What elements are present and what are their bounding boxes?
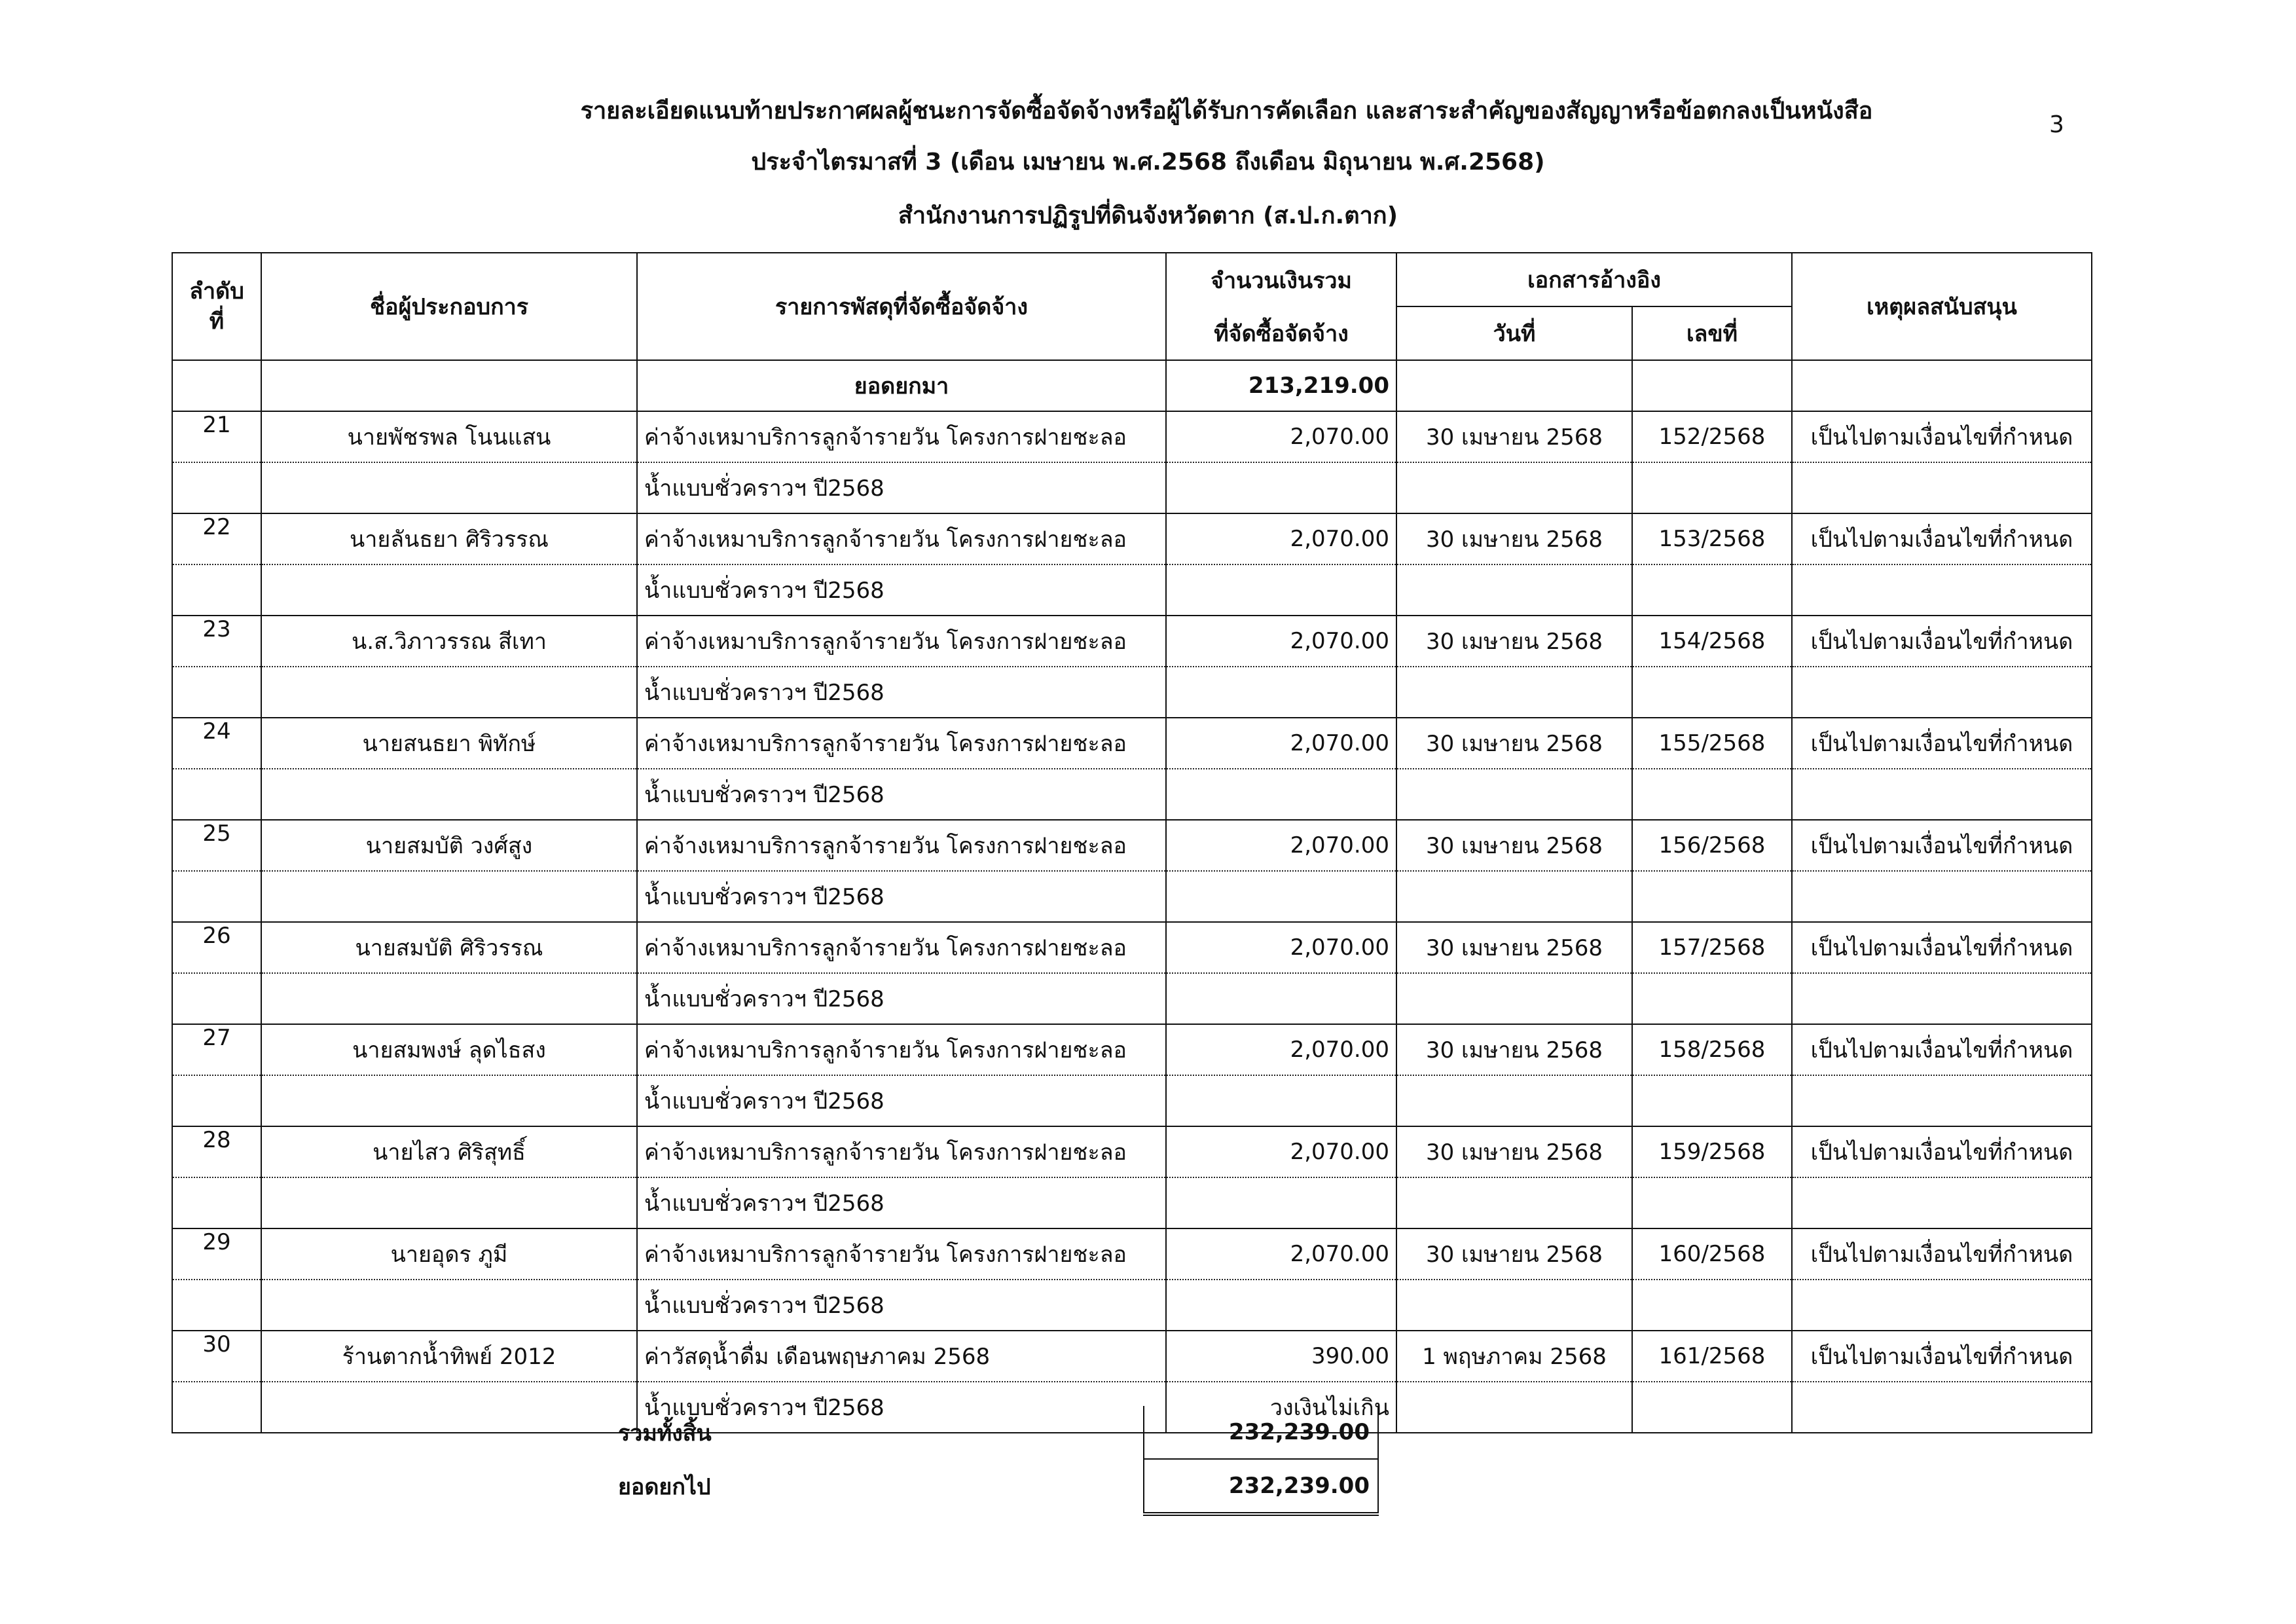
ref-number: 152/2568 <box>1632 411 1792 462</box>
item-description: ค่าวัสดุน้ำดื่ม เดือนพฤษภาคม 2568 <box>637 1331 1166 1382</box>
table-row <box>172 820 2092 871</box>
table-row-continuation <box>172 564 2092 616</box>
table-row <box>172 1331 2092 1382</box>
reason: เป็นไปตามเงื่อนไขที่กำหนด <box>1792 1331 2092 1382</box>
ref-date: 1 พฤษภาคม 2568 <box>1396 1331 1632 1382</box>
empty-cell <box>172 564 261 616</box>
item-description-line2: น้ำแบบชั่วคราวฯ ปี2568 <box>637 1382 1166 1433</box>
empty-cell <box>1632 667 1792 718</box>
empty-cell <box>1632 769 1792 820</box>
table-row-continuation <box>172 462 2092 513</box>
empty-cell <box>261 1382 637 1433</box>
row-number: 21 <box>172 411 261 462</box>
amount-note <box>1166 1177 1396 1228</box>
empty-cell <box>172 462 261 513</box>
carry-forward-amount: 213,219.00 <box>1166 360 1396 411</box>
ref-date: 30 เมษายน 2568 <box>1396 922 1632 973</box>
reason: เป็นไปตามเงื่อนไขที่กำหนด <box>1792 922 2092 973</box>
vendor-name: นายสมพงษ์ ลุดไธสง <box>261 1024 637 1075</box>
amount-note <box>1166 667 1396 718</box>
amount-note <box>1166 564 1396 616</box>
ref-number: 156/2568 <box>1632 820 1792 871</box>
carry-forward-label: ยอดยกมา <box>637 360 1166 411</box>
item-description: ค่าจ้างเหมาบริการลูกจ้ารายวัน โครงการฝายชะลอ <box>637 411 1166 462</box>
table-row <box>172 616 2092 667</box>
empty-cell <box>261 462 637 513</box>
empty-cell <box>1792 462 2092 513</box>
ref-date: 30 เมษายน 2568 <box>1396 1228 1632 1280</box>
empty-cell <box>1396 667 1632 718</box>
vendor-name: นายสนธยา พิทักษ์ <box>261 718 637 769</box>
empty-cell <box>261 1280 637 1331</box>
empty-cell <box>1632 1177 1792 1228</box>
amount-note <box>1166 462 1396 513</box>
table-row-continuation <box>172 1075 2092 1126</box>
row-number: 26 <box>172 922 261 973</box>
item-description: ค่าจ้างเหมาบริการลูกจ้ารายวัน โครงการฝายชะลอ <box>637 1126 1166 1177</box>
empty-cell <box>261 1075 637 1126</box>
empty-cell <box>1792 667 2092 718</box>
ref-date: 30 เมษายน 2568 <box>1396 718 1632 769</box>
empty-cell <box>261 769 637 820</box>
reason: เป็นไปตามเงื่อนไขที่กำหนด <box>1792 411 2092 462</box>
empty-cell <box>1396 564 1632 616</box>
grand-total-label: รวมทั้งสิ้น <box>618 1420 712 1447</box>
col-header-ref-date: วันที่ <box>1396 306 1632 360</box>
carry-forward-row <box>172 360 2092 411</box>
amount: 2,070.00 <box>1166 1228 1396 1280</box>
carry-over-amount: 232,239.00 <box>1144 1459 1378 1514</box>
amount: 2,070.00 <box>1166 820 1396 871</box>
item-description: ค่าจ้างเหมาบริการลูกจ้ารายวัน โครงการฝายชะลอ <box>637 922 1166 973</box>
empty-cell <box>1396 1382 1632 1433</box>
carry-over-label: ยอดยกไป <box>618 1474 711 1500</box>
amount: 2,070.00 <box>1166 922 1396 973</box>
item-description-line2: น้ำแบบชั่วคราวฯ ปี2568 <box>637 667 1166 718</box>
empty-cell <box>261 1177 637 1228</box>
empty-cell <box>1632 871 1792 922</box>
row-number: 30 <box>172 1331 261 1382</box>
vendor-name: นายลันธยา ศิริวรรณ <box>261 513 637 564</box>
empty-cell <box>261 973 637 1024</box>
empty-cell <box>1396 1075 1632 1126</box>
reason: เป็นไปตามเงื่อนไขที่กำหนด <box>1792 1024 2092 1075</box>
reason: เป็นไปตามเงื่อนไขที่กำหนด <box>1792 1126 2092 1177</box>
amount-note <box>1166 871 1396 922</box>
table-row <box>172 1126 2092 1177</box>
empty-cell <box>1396 769 1632 820</box>
reason: เป็นไปตามเงื่อนไขที่กำหนด <box>1792 1228 2092 1280</box>
ref-number: 154/2568 <box>1632 616 1792 667</box>
table-row-continuation <box>172 871 2092 922</box>
amount: 2,070.00 <box>1166 718 1396 769</box>
empty-cell <box>1396 871 1632 922</box>
empty-cell <box>261 871 637 922</box>
agency-name: สำนักงานการปฏิรูปที่ดินจังหวัดตาก (ส.ป.ก.ตาก) <box>898 202 1398 229</box>
empty-cell <box>1396 1177 1632 1228</box>
reason: เป็นไปตามเงื่อนไขที่กำหนด <box>1792 718 2092 769</box>
document-title: รายละเอียดแนบท้ายประกาศผลผู้ชนะการจัดซื้อจัดจ้างหรือผู้ได้รับการคัดเลือก และสาระสำคัญของสัญญาหรือข้อตกลงเป็นหนังสือ <box>580 98 1873 124</box>
vendor-name: น.ส.วิภาวรรณ สีเทา <box>261 616 637 667</box>
ref-date: 30 เมษายน 2568 <box>1396 616 1632 667</box>
empty-cell <box>1792 1280 2092 1331</box>
item-description-line2: น้ำแบบชั่วคราวฯ ปี2568 <box>637 1177 1166 1228</box>
table-row-continuation <box>172 769 2092 820</box>
empty-cell <box>1792 973 2092 1024</box>
row-number: 24 <box>172 718 261 769</box>
table-row <box>172 1228 2092 1280</box>
ref-date: 30 เมษายน 2568 <box>1396 513 1632 564</box>
empty-cell <box>172 1075 261 1126</box>
ref-date: 30 เมษายน 2568 <box>1396 1126 1632 1177</box>
empty-cell <box>1632 973 1792 1024</box>
table-row-continuation <box>172 1177 2092 1228</box>
table-row-continuation <box>172 973 2092 1024</box>
amount-note <box>1166 973 1396 1024</box>
item-description-line2: น้ำแบบชั่วคราวฯ ปี2568 <box>637 564 1166 616</box>
table-row <box>172 411 2092 462</box>
totals-block <box>610 1406 1379 1516</box>
amount-note <box>1166 1280 1396 1331</box>
empty-cell <box>172 973 261 1024</box>
item-description-line2: น้ำแบบชั่วคราวฯ ปี2568 <box>637 871 1166 922</box>
table-row <box>172 513 2092 564</box>
ref-number: 157/2568 <box>1632 922 1792 973</box>
table-row-continuation <box>172 1280 2092 1331</box>
ref-number: 155/2568 <box>1632 718 1792 769</box>
amount-note: วงเงินไม่เกิน <box>1166 1382 1396 1433</box>
empty-cell <box>1792 1075 2092 1126</box>
quarter-subtitle: ประจำไตรมาสที่ 3 (เดือน เมษายน พ.ศ.2568 ถึงเดือน มิถุนายน พ.ศ.2568) <box>751 149 1545 175</box>
empty-cell <box>172 1177 261 1228</box>
row-number: 29 <box>172 1228 261 1280</box>
empty-cell <box>1396 462 1632 513</box>
amount: 2,070.00 <box>1166 411 1396 462</box>
vendor-name: นายอุดร ภูมี <box>261 1228 637 1280</box>
vendor-name: ร้านตากน้ำทิพย์ 2012 <box>261 1331 637 1382</box>
item-description: ค่าจ้างเหมาบริการลูกจ้ารายวัน โครงการฝายชะลอ <box>637 718 1166 769</box>
col-header-amount-sub: ที่จัดซื้อจัดจ้าง <box>1166 306 1396 360</box>
col-header-vendor: ชื่อผู้ประกอบการ <box>261 253 637 360</box>
amount: 390.00 <box>1166 1331 1396 1382</box>
ref-number: 160/2568 <box>1632 1228 1792 1280</box>
ref-number: 159/2568 <box>1632 1126 1792 1177</box>
empty-cell <box>261 667 637 718</box>
amount-note <box>1166 1075 1396 1126</box>
row-number: 27 <box>172 1024 261 1075</box>
row-number: 22 <box>172 513 261 564</box>
ref-date: 30 เมษายน 2568 <box>1396 1024 1632 1075</box>
item-description: ค่าจ้างเหมาบริการลูกจ้ารายวัน โครงการฝายชะลอ <box>637 616 1166 667</box>
empty-cell <box>1792 871 2092 922</box>
empty-cell <box>172 1382 261 1433</box>
col-header-no: ลำดับ ที่ <box>172 253 261 360</box>
empty-cell <box>1792 564 2092 616</box>
reason: เป็นไปตามเงื่อนไขที่กำหนด <box>1792 820 2092 871</box>
row-number: 28 <box>172 1126 261 1177</box>
empty-cell <box>1632 1280 1792 1331</box>
empty-cell <box>1632 1382 1792 1433</box>
col-header-reason: เหตุผลสนับสนุน <box>1792 253 2092 360</box>
amount: 2,070.00 <box>1166 616 1396 667</box>
col-header-ref-no: เลขที่ <box>1632 306 1792 360</box>
vendor-name: นายพัชรพล โนนแสน <box>261 411 637 462</box>
table-row-continuation <box>172 667 2092 718</box>
ref-number: 153/2568 <box>1632 513 1792 564</box>
row-number: 25 <box>172 820 261 871</box>
empty-cell <box>1632 462 1792 513</box>
ref-number: 158/2568 <box>1632 1024 1792 1075</box>
empty-cell <box>172 667 261 718</box>
item-description: ค่าจ้างเหมาบริการลูกจ้ารายวัน โครงการฝายชะลอ <box>637 1024 1166 1075</box>
col-header-item: รายการพัสดุที่จัดซื้อจัดจ้าง <box>637 253 1166 360</box>
item-description-line2: น้ำแบบชั่วคราวฯ ปี2568 <box>637 769 1166 820</box>
table-row <box>172 922 2092 973</box>
vendor-name: นายไสว ศิริสุทธิ์ <box>261 1126 637 1177</box>
item-description-line2: น้ำแบบชั่วคราวฯ ปี2568 <box>637 1280 1166 1331</box>
item-description-line2: น้ำแบบชั่วคราวฯ ปี2568 <box>637 1075 1166 1126</box>
table-row <box>172 1024 2092 1075</box>
row-number: 23 <box>172 616 261 667</box>
amount: 2,070.00 <box>1166 1126 1396 1177</box>
empty-cell <box>1396 973 1632 1024</box>
amount: 2,070.00 <box>1166 513 1396 564</box>
procurement-table <box>172 252 2092 1433</box>
amount-note <box>1166 769 1396 820</box>
empty-cell <box>1792 1177 2092 1228</box>
ref-date: 30 เมษายน 2568 <box>1396 411 1632 462</box>
empty-cell <box>172 769 261 820</box>
vendor-name: นายสมบัติ ศิริวรรณ <box>261 922 637 973</box>
empty-cell <box>1632 564 1792 616</box>
ref-number: 161/2568 <box>1632 1331 1792 1382</box>
reason: เป็นไปตามเงื่อนไขที่กำหนด <box>1792 616 2092 667</box>
empty-cell <box>1792 769 2092 820</box>
reason: เป็นไปตามเงื่อนไขที่กำหนด <box>1792 513 2092 564</box>
item-description-line2: น้ำแบบชั่วคราวฯ ปี2568 <box>637 462 1166 513</box>
empty-cell <box>1396 1280 1632 1331</box>
empty-cell <box>172 871 261 922</box>
amount: 2,070.00 <box>1166 1024 1396 1075</box>
empty-cell <box>261 564 637 616</box>
empty-cell <box>172 1280 261 1331</box>
col-header-ref: เอกสารอ้างอิง <box>1396 253 1792 306</box>
vendor-name: นายสมบัติ วงศ์สูง <box>261 820 637 871</box>
item-description: ค่าจ้างเหมาบริการลูกจ้ารายวัน โครงการฝายชะลอ <box>637 820 1166 871</box>
empty-cell <box>1632 1075 1792 1126</box>
table-row <box>172 718 2092 769</box>
empty-cell <box>1792 1382 2092 1433</box>
col-header-amount: จำนวนเงินรวม <box>1166 253 1396 306</box>
page-number: 3 <box>2049 111 2064 138</box>
ref-date: 30 เมษายน 2568 <box>1396 820 1632 871</box>
grand-total-amount: 232,239.00 <box>1144 1406 1378 1459</box>
item-description: ค่าจ้างเหมาบริการลูกจ้ารายวัน โครงการฝายชะลอ <box>637 513 1166 564</box>
item-description-line2: น้ำแบบชั่วคราวฯ ปี2568 <box>637 973 1166 1024</box>
item-description: ค่าจ้างเหมาบริการลูกจ้ารายวัน โครงการฝายชะลอ <box>637 1228 1166 1280</box>
